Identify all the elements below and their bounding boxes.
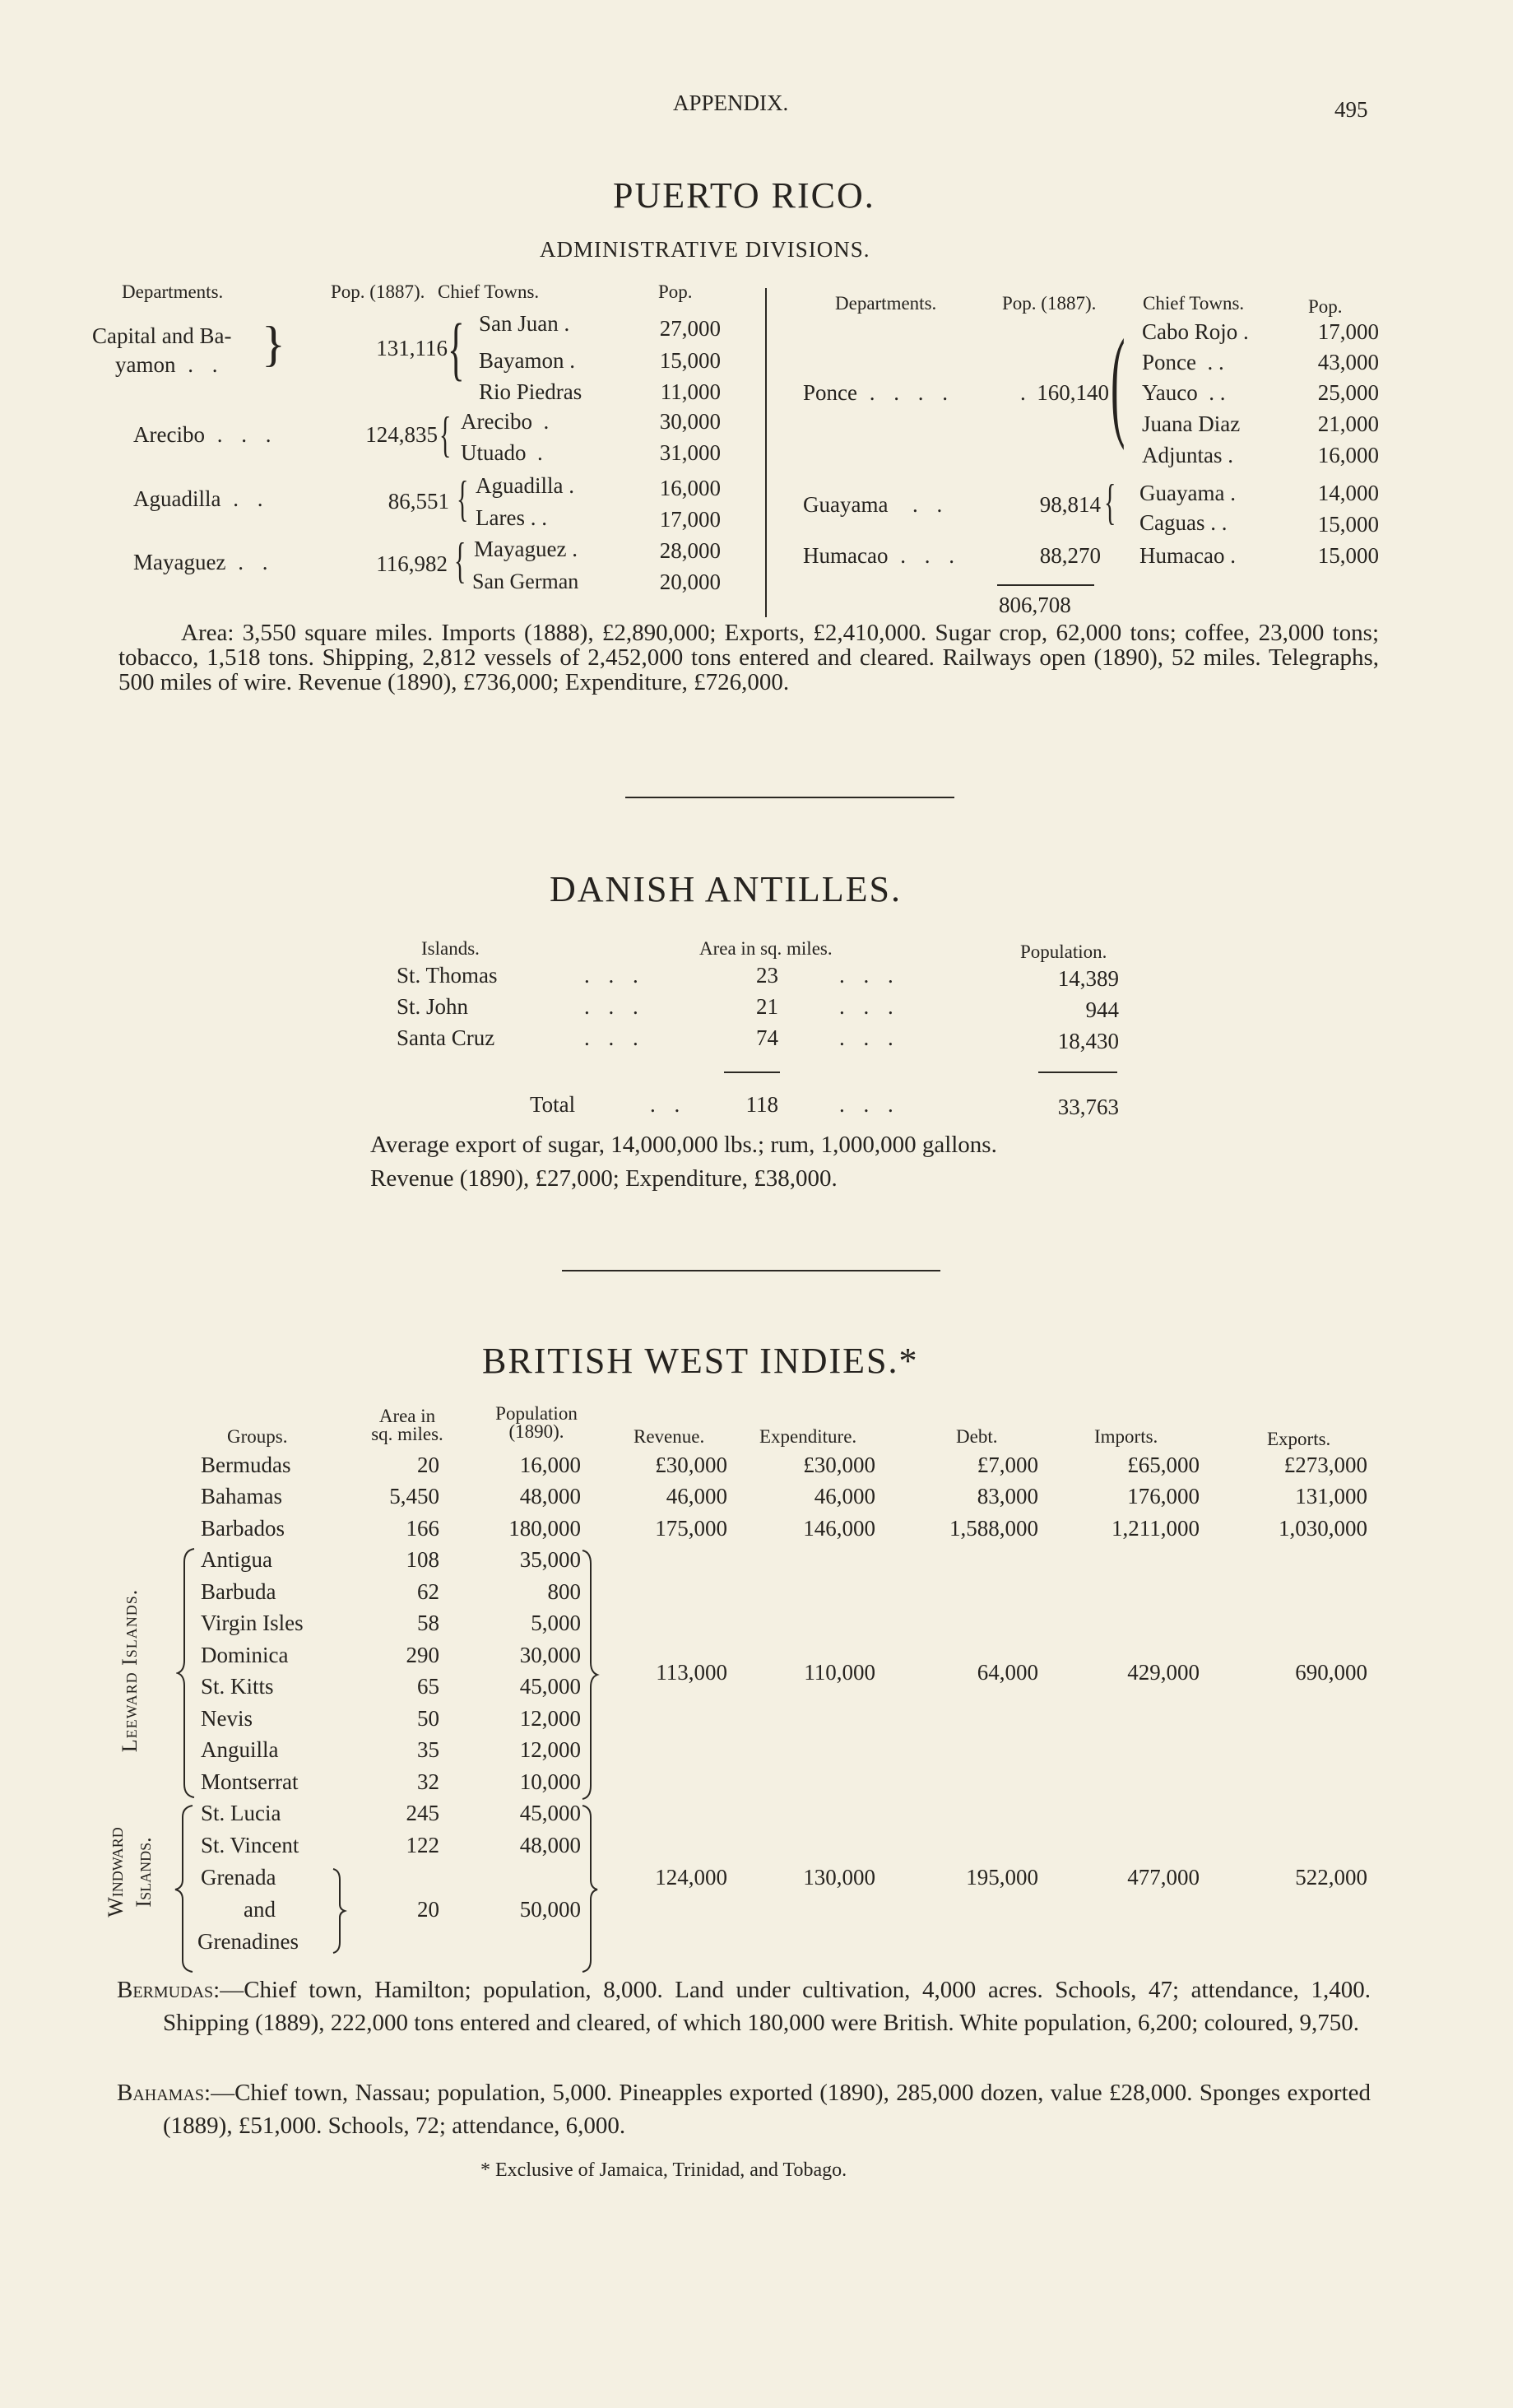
bwi-pop-stkitts: 45,000 — [519, 1674, 581, 1699]
pr-town-guayama-pop: 14,000 — [1317, 481, 1379, 505]
pr-town-aguadilla-pop: 16,000 — [659, 476, 721, 500]
da-dots-2: . . . — [584, 994, 645, 1019]
bwi-debt-leeward: 64,000 — [977, 1660, 1038, 1685]
bwi-group-virginisles: Virgin Isles — [201, 1611, 304, 1635]
pr-capital-brace-left: } — [262, 317, 285, 371]
bwi-area-dominica: 290 — [406, 1643, 439, 1667]
bwi-bahamas-note: Bahamas:—Chief town, Nassau; population, 5,000. Pineapples exported (1890), 285,000 dozen, value £28,000. Sponges exported (1889), £51,000. Schools, 72; attendance, 6,000. — [117, 2080, 1371, 2139]
pr-aguadilla-brace: { — [457, 472, 469, 526]
bwi-header-debt: Debt. — [956, 1426, 998, 1447]
bwi-area-virginisles: 58 — [417, 1611, 439, 1635]
da-total-dots: . . — [650, 1092, 687, 1117]
bwi-header-revenue: Revenue. — [634, 1426, 705, 1447]
pr-dept-mayaguez: Mayaguez . . — [133, 550, 275, 574]
bwi-leeward-left-bracket — [176, 1546, 201, 1801]
bwi-revenue-windward: 124,000 — [655, 1865, 727, 1890]
bwi-imports-bermudas: £65,000 — [1127, 1453, 1200, 1477]
da-header-islands: Islands. — [421, 938, 480, 959]
pr-town-yauco-pop: 25,000 — [1317, 380, 1379, 405]
pr-header-pop1887-left: Pop. (1887). — [331, 281, 425, 302]
bwi-debt-bermudas: £7,000 — [977, 1453, 1038, 1477]
pr-total-rule — [997, 584, 1094, 586]
running-head: APPENDIX. — [673, 91, 789, 115]
bwi-imports-windward: 477,000 — [1127, 1865, 1200, 1890]
pr-dept-guayama: Guayama . . — [803, 492, 949, 517]
pr-town-mayaguez-pop: 28,000 — [659, 538, 721, 563]
pr-town-caborojo-pop: 17,000 — [1317, 319, 1379, 344]
pr-town-sanjuan-pop: 27,000 — [659, 316, 721, 341]
section-rule-1 — [625, 797, 954, 798]
da-island-stthomas: St. Thomas — [397, 963, 498, 988]
puerto-rico-subtitle: ADMINISTRATIVE DIVISIONS. — [540, 237, 870, 262]
bwi-windward-label-b: Islands. — [132, 1837, 155, 1908]
bwi-pop-stlucia: 45,000 — [519, 1801, 581, 1825]
bwi-area-antigua: 108 — [406, 1547, 439, 1572]
da-dots-3b: . . . — [839, 1025, 900, 1050]
pr-town-yauco: Yauco . . — [1142, 380, 1226, 405]
bwi-header-pop-b: (1890). — [508, 1421, 564, 1442]
pr-capital-brace: { — [448, 309, 465, 388]
bwi-expenditure-windward: 130,000 — [803, 1865, 875, 1890]
bwi-group-grenada-and: and — [244, 1897, 276, 1922]
pr-header-departments-left: Departments. — [122, 281, 224, 302]
da-total-area: 118 — [745, 1092, 778, 1117]
pr-dept-humacao: Humacao . . . — [803, 543, 961, 568]
da-pop-santacruz: 18,430 — [1057, 1029, 1119, 1053]
pr-ponce-brace: ( — [1111, 314, 1125, 451]
pr-header-chieftowns-right: Chief Towns. — [1143, 293, 1245, 314]
pr-town-riopiedras: Rio Piedras — [479, 379, 582, 404]
da-area-stjohn: 21 — [756, 994, 778, 1019]
bwi-pop-barbuda: 800 — [547, 1579, 581, 1604]
pr-town-riopiedras-pop: 11,000 — [660, 379, 721, 404]
bwi-group-dominica: Dominica — [201, 1643, 289, 1667]
pr-header-departments-right: Departments. — [835, 293, 937, 314]
da-note-line1: Average export of sugar, 14,000,000 lbs.; rum, 1,000,000 gallons. — [370, 1132, 997, 1158]
bwi-pop-bahamas: 48,000 — [519, 1484, 581, 1508]
bwi-header-area-a: Area in — [378, 1406, 436, 1426]
bwi-pop-barbados: 180,000 — [508, 1516, 581, 1541]
bwi-group-antigua: Antigua — [201, 1547, 272, 1572]
bwi-group-barbuda: Barbuda — [201, 1579, 276, 1604]
pr-town-caguas: Caguas . . — [1139, 510, 1228, 535]
bwi-debt-bahamas: 83,000 — [977, 1484, 1038, 1508]
pr-dept-capital: Capital and Ba- — [92, 323, 232, 348]
bwi-imports-barbados: 1,211,000 — [1112, 1516, 1200, 1541]
bwi-area-stvincent: 122 — [406, 1833, 439, 1857]
bwi-pop-grenada: 50,000 — [519, 1897, 581, 1922]
da-total-pop: 33,763 — [1057, 1095, 1119, 1119]
bwi-group-grenadines: Grenadines — [197, 1929, 299, 1954]
pr-dept-arecibo: Arecibo . . . — [133, 422, 278, 447]
pr-town-mayaguez: Mayaguez . — [474, 537, 578, 561]
pr-town-humacao-pop: 15,000 — [1317, 543, 1379, 568]
bwi-group-grenada: Grenada — [201, 1865, 276, 1890]
bwi-exports-windward: 522,000 — [1295, 1865, 1367, 1890]
bwi-group-anguilla: Anguilla — [201, 1737, 279, 1762]
bwi-area-montserrat: 32 — [417, 1769, 439, 1794]
pr-town-juanadiaz-pop: 21,000 — [1317, 411, 1379, 436]
da-total-dots-b: . . . — [839, 1092, 900, 1117]
pr-town-adjuntas-pop: 16,000 — [1317, 443, 1379, 467]
pr-dept-ponce: Ponce . . . . — [803, 380, 954, 405]
bwi-pop-nevis: 12,000 — [519, 1706, 581, 1731]
bwi-area-stlucia: 245 — [406, 1801, 439, 1825]
da-dots-1b: . . . — [839, 963, 900, 988]
pr-pop-ponce: . 160,140 — [1020, 380, 1109, 405]
pr-town-aguadilla: Aguadilla . — [476, 473, 574, 498]
bwi-header-imports: Imports. — [1094, 1426, 1158, 1447]
pr-arecibo-brace: { — [439, 407, 452, 462]
bwi-header-groups: Groups. — [227, 1426, 288, 1447]
bwi-revenue-bahamas: 46,000 — [666, 1484, 727, 1508]
bwi-area-barbados: 166 — [406, 1516, 439, 1541]
pr-pop-mayaguez: 116,982 — [376, 551, 448, 576]
da-island-santacruz: Santa Cruz — [397, 1025, 495, 1050]
pr-header-pop-left: Pop. — [658, 281, 693, 302]
bwi-group-barbados: Barbados — [201, 1516, 285, 1541]
pr-pop-aguadilla: 86,551 — [388, 489, 449, 514]
da-dots-2b: . . . — [839, 994, 900, 1019]
bwi-exports-barbados: 1,030,000 — [1279, 1516, 1367, 1541]
bwi-pop-virginisles: 5,000 — [531, 1611, 581, 1635]
da-dots-1: . . . — [584, 963, 645, 988]
da-pop-stthomas: 14,389 — [1057, 966, 1119, 991]
pr-header-chieftowns-left: Chief Towns. — [438, 281, 540, 302]
pr-pop-guayama: 98,814 — [1039, 492, 1101, 517]
da-area-stthomas: 23 — [756, 963, 778, 988]
pr-town-bayamon: Bayamon . — [479, 348, 575, 373]
bwi-title: BRITISH WEST INDIES.* — [482, 1341, 919, 1381]
pr-town-utuado: Utuado . — [461, 440, 543, 465]
bwi-area-stkitts: 65 — [417, 1674, 439, 1699]
bwi-header-exports: Exports. — [1267, 1429, 1331, 1449]
pr-town-guayama: Guayama . — [1139, 481, 1236, 505]
pr-town-lares-pop: 17,000 — [659, 507, 721, 532]
bwi-expenditure-leeward: 110,000 — [804, 1660, 875, 1685]
bwi-group-nevis: Nevis — [201, 1706, 253, 1731]
danish-antilles-title: DANISH ANTILLES. — [550, 869, 902, 909]
pr-town-utuado-pop: 31,000 — [659, 440, 721, 465]
pr-pop-capital: 131,116 — [376, 336, 448, 360]
pr-town-sanjuan: San Juan . — [479, 311, 570, 336]
bwi-imports-leeward: 429,000 — [1127, 1660, 1200, 1685]
bwi-header-expenditure: Expenditure. — [759, 1426, 857, 1447]
pr-town-sangerman: San German — [472, 569, 579, 593]
bwi-area-nevis: 50 — [417, 1706, 439, 1731]
bwi-group-stvincent: St. Vincent — [201, 1833, 299, 1857]
bwi-expenditure-bahamas: 46,000 — [814, 1484, 875, 1508]
da-header-population: Population. — [1020, 941, 1107, 962]
bwi-revenue-barbados: 175,000 — [655, 1516, 727, 1541]
da-header-area: Area in sq. miles. — [699, 938, 833, 959]
da-note-line2: Revenue (1890), £27,000; Expenditure, £38,000. — [370, 1165, 838, 1192]
bwi-area-anguilla: 35 — [417, 1737, 439, 1762]
bwi-pop-antigua: 35,000 — [519, 1547, 581, 1572]
bwi-bermudas-label: Bermudas — [117, 1977, 214, 2003]
pr-town-bayamon-pop: 15,000 — [659, 348, 721, 373]
puerto-rico-title: PUERTO RICO. — [613, 175, 875, 216]
bwi-area-bermudas: 20 — [417, 1453, 439, 1477]
pr-dept-capital-line2: yamon . . — [115, 352, 225, 377]
bwi-group-stkitts: St. Kitts — [201, 1674, 274, 1699]
pr-pop-humacao: 88,270 — [1039, 543, 1101, 568]
pr-town-lares: Lares . . — [476, 505, 547, 530]
pr-mayaguez-brace: { — [454, 533, 466, 588]
da-total-label: Total — [530, 1092, 576, 1117]
bwi-expenditure-barbados: 146,000 — [803, 1516, 875, 1541]
bwi-group-bahamas: Bahamas — [201, 1484, 282, 1508]
bwi-bahamas-label: Bahamas — [117, 2080, 205, 2106]
bwi-pop-anguilla: 12,000 — [519, 1737, 581, 1762]
pr-town-adjuntas: Adjuntas . — [1142, 443, 1233, 467]
bwi-imports-bahamas: 176,000 — [1127, 1484, 1200, 1508]
da-dots-3: . . . — [584, 1025, 645, 1050]
bwi-expenditure-bermudas: £30,000 — [803, 1453, 875, 1477]
bwi-windward-right-bracket — [581, 1802, 602, 1975]
bwi-area-grenada: 20 — [417, 1897, 439, 1922]
bwi-debt-windward: 195,000 — [966, 1865, 1038, 1890]
bwi-header-pop-a: Population — [495, 1403, 578, 1424]
pr-total-pop: 806,708 — [999, 593, 1071, 617]
bwi-bermudas-note: Bermudas:—Chief town, Hamilton; population, 8,000. Land under cultivation, 4,000 acres. Schools, 47; attendance, 1,400. Shipping (1889), 222,000 tons entered and cleared, of which 180,000 were British. White population, 6,200; coloured, 9,750. — [117, 1977, 1371, 2036]
pr-guayama-brace: { — [1104, 475, 1116, 529]
bwi-group-bermudas: Bermudas — [201, 1453, 291, 1477]
bwi-revenue-leeward: 113,000 — [656, 1660, 727, 1685]
bwi-group-montserrat: Montserrat — [201, 1769, 299, 1794]
pr-header-pop-right: Pop. — [1308, 296, 1343, 317]
pr-town-arecibo: Arecibo . — [461, 409, 550, 434]
bwi-exports-bahamas: 131,000 — [1295, 1484, 1367, 1508]
bwi-area-barbuda: 62 — [417, 1579, 439, 1604]
pr-town-arecibo-pop: 30,000 — [659, 409, 721, 434]
section-rule-2 — [562, 1270, 940, 1271]
pr-town-humacao: Humacao . — [1139, 543, 1236, 568]
da-island-stjohn: St. John — [397, 994, 469, 1019]
pr-pop-arecibo: 124,835 — [365, 422, 438, 447]
pr-dept-aguadilla: Aguadilla . . — [133, 486, 270, 511]
bwi-header-area-b: sq. miles. — [371, 1424, 443, 1444]
bwi-leeward-label: Leeward Islands. — [118, 1588, 142, 1753]
bwi-pop-dominica: 30,000 — [519, 1643, 581, 1667]
bwi-group-stlucia: St. Lucia — [201, 1801, 281, 1825]
pr-town-sangerman-pop: 20,000 — [659, 569, 721, 594]
bwi-debt-barbados: 1,588,000 — [949, 1516, 1038, 1541]
pr-town-caguas-pop: 15,000 — [1317, 512, 1379, 537]
page-number: 495 — [1334, 97, 1368, 122]
pr-town-ponce-pop: 43,000 — [1317, 350, 1379, 374]
da-area-santacruz: 74 — [756, 1025, 778, 1050]
bwi-exports-leeward: 690,000 — [1295, 1660, 1367, 1685]
bwi-exports-bermudas: £273,000 — [1283, 1453, 1367, 1477]
pr-column-divider — [765, 288, 767, 617]
bwi-footnote: * Exclusive of Jamaica, Trinidad, and Tobago. — [480, 2159, 847, 2181]
pr-town-ponce: Ponce . . — [1142, 350, 1224, 374]
bwi-leeward-right-bracket — [581, 1547, 602, 1802]
pr-summary: Area: 3,550 square miles. Imports (1888), £2,890,000; Exports, £2,410,000. Sugar crop, 62,000 tons; coffee, 23,000 tons; tobacco, 1,518 tons. Shipping, 2,812 vessels of 2,452,000 tons entered and cleared. Railways open (1890), 52 miles. Telegraphs, 500 miles of wire. Revenue (1890), £736,000; Expenditure, £726,000. — [118, 620, 1379, 695]
bwi-pop-stvincent: 48,000 — [519, 1833, 581, 1857]
da-pop-rule — [1038, 1072, 1117, 1073]
bwi-windward-left-bracket — [173, 1802, 197, 1975]
pr-town-caborojo: Cabo Rojo . — [1142, 319, 1249, 344]
bwi-revenue-bermudas: £30,000 — [655, 1453, 727, 1477]
da-pop-stjohn: 944 — [1085, 997, 1119, 1022]
bwi-windward-label-a: Windward — [104, 1827, 128, 1918]
bwi-pop-bermudas: 16,000 — [519, 1453, 581, 1477]
pr-town-juanadiaz: Juana Diaz — [1142, 411, 1241, 436]
bwi-grenada-brace — [331, 1866, 347, 1955]
pr-header-pop1887-right: Pop. (1887). — [1002, 293, 1097, 314]
da-area-rule — [724, 1072, 780, 1073]
bwi-pop-montserrat: 10,000 — [519, 1769, 581, 1794]
bwi-area-bahamas: 5,450 — [389, 1484, 439, 1508]
